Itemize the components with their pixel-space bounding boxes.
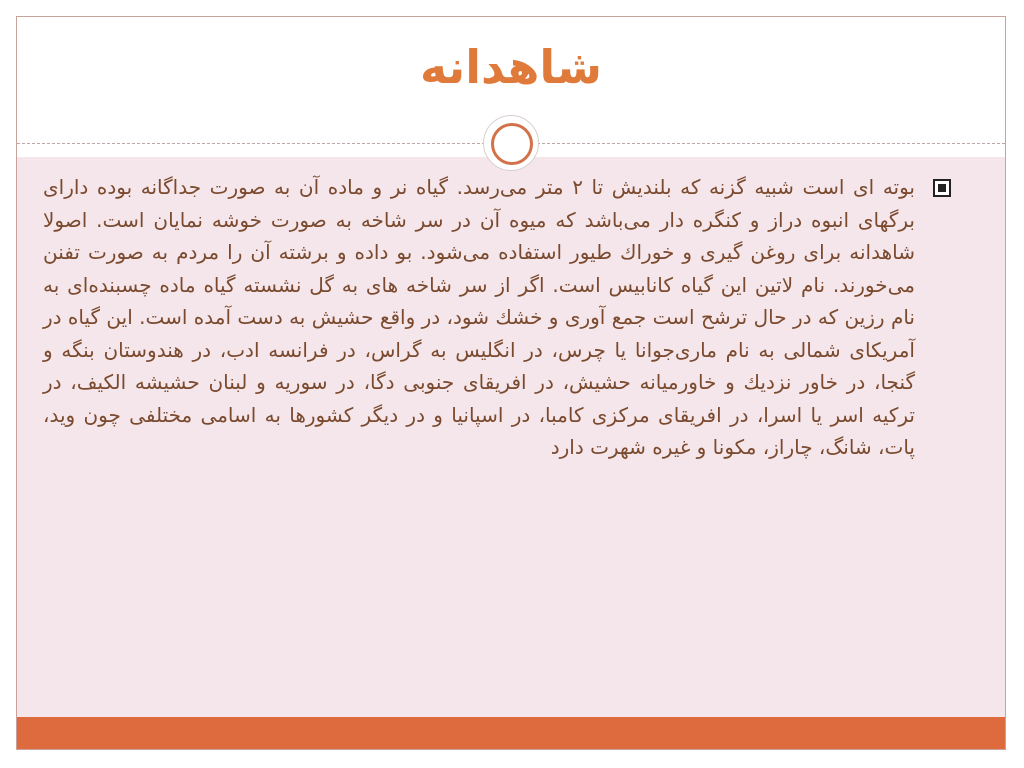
slide-title: شاهدانه xyxy=(420,40,602,94)
square-bullet-icon xyxy=(933,179,951,197)
bullet-inner-square xyxy=(938,184,946,192)
footer-bar xyxy=(17,717,1005,749)
circle-ornament-icon xyxy=(483,115,539,171)
slide xyxy=(16,16,1006,750)
ornament-ring xyxy=(491,123,533,165)
bullet-text: بوته ای است شبیه گزنه که بلندیش تا ۲ متر می‌رسد. گیاه نر و ماده آن به صورت جداگانه بوده دارای برگهای انبوه دراز و کنگره دار می‌باشد که میوه آن در سر شاخه به صورت خوشه نمایان است. اصولا شاهدانه برای روغن گیری و خوراك طیور استفاده می‌شود. بو داده و برشته آن را مردم به صورت تفنن می‌خورند. نام لاتین این گیاه کانابیس است. اگر از سر شاخه های به گل نشسته گیاه ماده چسبنده‌ای به نام رزین که در حال ترشح است جمع آوری و خشك شود، در واقع حشیش به دست آمده است. این گیاه در آمریکای شمالی به نام ماری‌جوانا یا چرس، در انگلیس به گراس، در فرانسه ادب، در هندوستان بنگه و گنجا، در خاور نزدیك و خاورمیانه حشیش، در افریقای جنوبی دگا، در سوریه و لبنان حشیشه الکیف، در ترکیه اسر یا اسرا، در افریقای مرکزی کامبا، در اسپانیا و در دیگر کشورها به اسامی مختلفی چون وید، پات، شانگ، چاراز، مکونا و غیره شهرت دارد xyxy=(43,175,915,459)
